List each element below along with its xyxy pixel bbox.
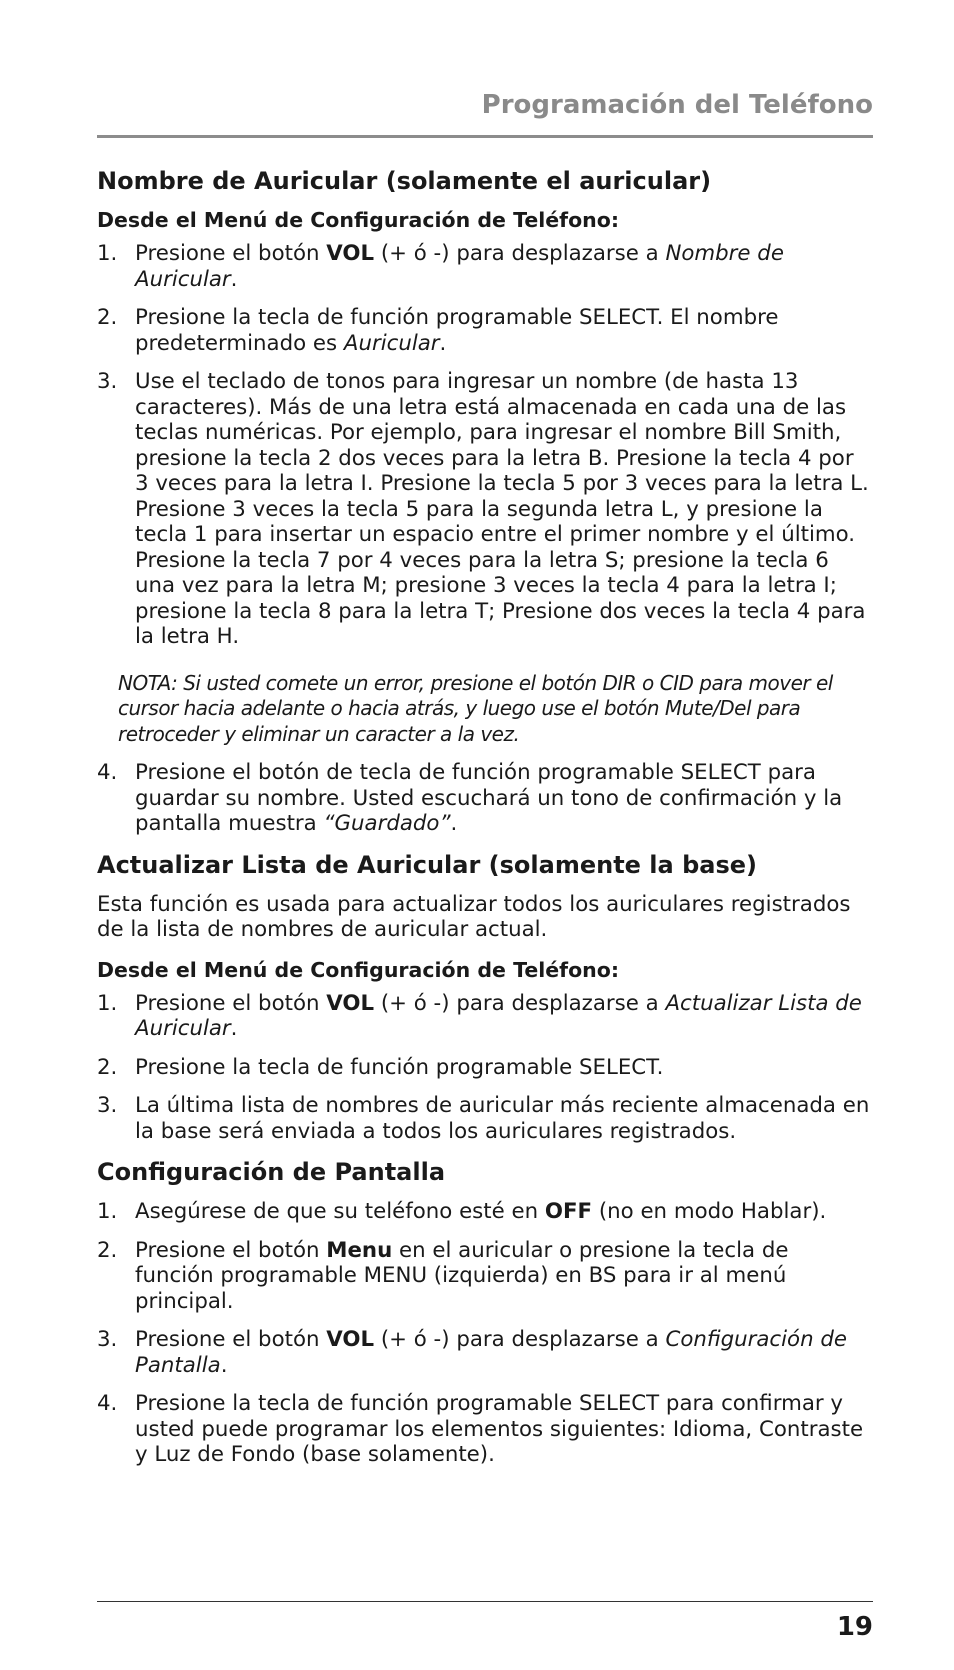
step-menu-item: Nombre de Auricular — [135, 241, 784, 292]
list-item — [97, 1327, 873, 1378]
section-title: Nombre de Auricular (solamente el auricular) — [97, 167, 712, 195]
step-text-part: (+ ó -) para desplazarse a — [374, 241, 666, 266]
step-number: 3. — [97, 369, 118, 394]
section-subtitle: Desde el Menú de Configuración de Teléfono: — [97, 208, 620, 232]
step-key-name: Menu — [326, 1237, 393, 1263]
step-text-part: (+ ó -) para desplazarse a — [374, 1327, 666, 1352]
step-text — [135, 305, 873, 356]
step-text-part: Asegúrese de que su teléfono esté en — [135, 1199, 545, 1224]
list-item — [97, 241, 873, 292]
section-nombre-de-auricular — [97, 166, 873, 837]
step-text — [135, 760, 873, 837]
step-key-name: VOL — [326, 241, 375, 266]
step-text-part: (+ ó -) para desplazarse a — [374, 990, 666, 1016]
list-item — [97, 1391, 873, 1468]
step-number: 2. — [97, 305, 118, 330]
step-text: La última lista de nombres de auricular más reciente almacenada en la base será enviada a todos los auriculares registrados. — [135, 1093, 870, 1144]
step-text-part: Presione el botón — [135, 990, 327, 1016]
list-item — [97, 1055, 873, 1081]
step-text: Presione la tecla de función programable SELECT para confirmar y usted puede programar los elementos siguientes: Idioma, Contraste y Luz de Fondo (base solamente). — [135, 1391, 864, 1467]
step-key-name: VOL — [326, 990, 375, 1016]
step-text-part: Presione el botón — [135, 1327, 327, 1352]
note-text: NOTA: Si usted comete un error, presione el botón DIR o CID para mover el cursor hacia adelante o hacia atrás, y luego use el botón Mute/Del para retroceder y eliminar un caracter a la vez. — [118, 670, 833, 746]
step-menu-item: Configuración de Pantalla — [135, 1327, 847, 1378]
step-menu-item: Auricular — [343, 330, 440, 356]
step-text-part: . — [439, 330, 447, 356]
list-item — [97, 1238, 873, 1315]
step-text — [135, 241, 873, 292]
step-display-text: “Guardado” — [323, 811, 451, 836]
list-item — [97, 991, 873, 1042]
step-number: 4. — [97, 1391, 118, 1416]
step-number: 1. — [97, 990, 118, 1016]
steps-list — [97, 1199, 873, 1468]
step-number: 2. — [97, 1237, 118, 1263]
step-key-name: OFF — [544, 1199, 593, 1224]
step-key-name: VOL — [326, 1327, 375, 1352]
section-subtitle: Desde el Menú de Configuración de Teléfono: — [97, 957, 620, 982]
section-actualizar-lista — [97, 850, 873, 1145]
step-text: Presione la tecla de función programable SELECT. — [135, 1054, 664, 1080]
step-number: 4. — [97, 760, 118, 785]
step-number: 1. — [97, 241, 118, 266]
steps-list-continued — [97, 760, 873, 837]
steps-list — [97, 241, 873, 650]
steps-list — [97, 991, 873, 1145]
step-number: 1. — [97, 1199, 118, 1224]
step-text — [135, 1199, 873, 1225]
header-rule — [97, 135, 873, 138]
list-item — [97, 305, 873, 356]
list-item — [97, 1093, 873, 1144]
page-content — [97, 166, 873, 1481]
step-number: 3. — [97, 1327, 118, 1352]
list-item — [97, 760, 873, 837]
step-text-part: . — [230, 266, 238, 292]
step-text-part: Presione el botón — [135, 1237, 327, 1263]
step-text-part: Presione la tecla de función programable SELECT. El nombre predeterminado es — [135, 305, 779, 356]
step-number: 2. — [97, 1054, 118, 1080]
list-item — [97, 369, 873, 650]
step-text — [135, 991, 873, 1042]
footer-rule — [97, 1601, 873, 1602]
step-text-part: Presione el botón de tecla de función programable SELECT para guardar su nombre. Usted escuchará un tono de confirmación y la pantalla muestra — [135, 760, 843, 836]
section-title: Actualizar Lista de Auricular (solamente la base) — [97, 850, 757, 879]
list-item — [97, 1199, 873, 1225]
step-text — [135, 1327, 873, 1378]
section-intro: Esta función es usada para actualizar todos los auriculares registrados de la lista de nombres de auricular actual. — [97, 891, 851, 942]
step-text-part: Presione el botón — [135, 241, 327, 266]
section-configuracion-de-pantalla — [97, 1157, 873, 1468]
step-text: Use el teclado de tonos para ingresar un nombre (de hasta 13 caracteres). Más de una letra está almacenada en cada una de las teclas numéricas. Por ejemplo, para ingresar el nombre Bill Smith, presione la tecla 2 dos veces para la letra B. Presione la tecla 4 por 3 veces para la letra I. Presione la tecla 5 por 3 veces para la letra L. Presione 3 veces la tecla 5 para la segunda letra L, y presione la tecla 1 para insertar un espacio entre el primer nombre y el último. Presione la tecla 7 por 4 veces para la letra S; presione la tecla 6 una vez para la letra M; presione 3 veces la tecla 4 para la letra I; presione la tecla 8 para la letra T; Presione dos veces la tecla 4 para la letra H. — [135, 369, 869, 649]
page-number: 19 — [836, 1612, 873, 1642]
section-title: Configuración de Pantalla — [97, 1158, 446, 1186]
step-number: 3. — [97, 1093, 118, 1118]
step-menu-item: Actualizar Lista de Auricular — [135, 990, 862, 1041]
step-text — [135, 1238, 873, 1315]
running-header-title: Programación del Teléfono — [481, 90, 873, 120]
step-text-part: (no en modo Hablar). — [592, 1199, 827, 1224]
step-text-part: . — [450, 811, 458, 836]
step-text-part: en el auricular o presione la tecla de función programable MENU (izquierda) en BS para ir al menú principal. — [135, 1237, 789, 1314]
step-text-part: . — [220, 1352, 228, 1378]
step-text-part: . — [230, 1016, 238, 1041]
